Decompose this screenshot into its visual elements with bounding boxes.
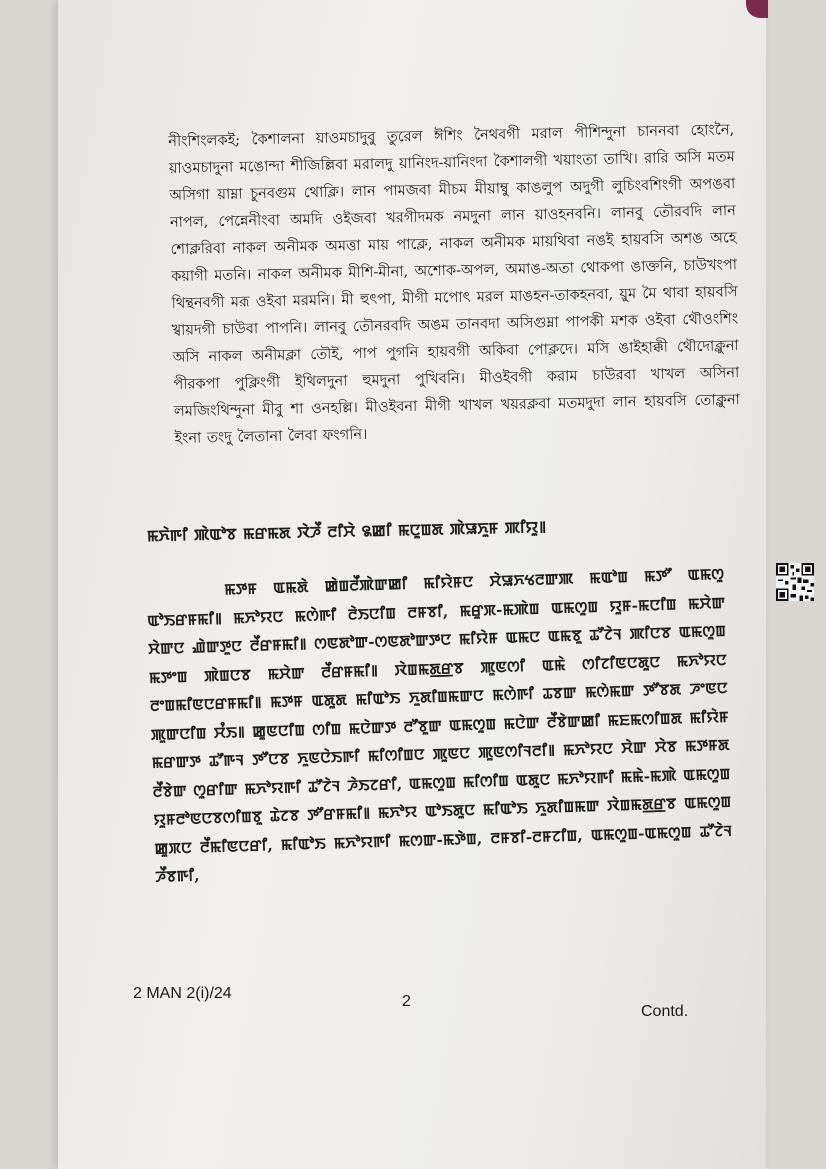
qr-code-icon [776,563,814,601]
section-heading: ꯃꯈꯥꯒꯤ ꯄꯥꯑꯣꯕ ꯃꯔꯃꯗ ꯋꯥꯍꯩ ꯂꯤꯆꯥ ꯲ꯀꯤ ꯃꯅꯨꯡꯗ ꯄꯥꯎꯈꯨꯝ ꯄꯤꯌꯨ꯫ [146,517,547,546]
body-paragraph-meitei: ꯃꯇꯝ ꯑꯃꯗꯥ ꯀꯥꯡꯂꯩꯄꯥꯛꯀꯤ ꯃꯤꯌꯥꯝꯅ ꯆꯥꯎꯈꯠꯂꯛꯄ ꯃꯑꯣꯡ ꯃꯇꯧ ꯑꯃꯁꯨ ꯑꯣꯏꯔꯝꯃꯤ꯫ ꯃꯈꯣꯌꯅ ꯃꯁꯥꯒꯤ ꯂꯥꯏꯅꯤꯡ ꯂꯝꯕꯤ, ꯃꯔꯨꯞ-ꯃꯄꯥꯡ ꯑꯃꯁꯨꯡ ꯌꯨꯝ-ꯃꯅꯤꯡ ꯃꯆꯥꯛ ꯆꯥꯛꯅ ꯉꯥꯛꯇꯨꯅ ꯂꯩꯔꯝꯃꯤ꯫ ꯁꯟꯗꯣꯛ-ꯁꯟꯗꯣꯛꯇꯅ ꯃꯤꯌꯥꯝ ꯑꯃꯅ ꯑꯃꯕꯨ ꯊꯧꯖꯥꯜ ꯄꯤꯅꯕ ꯑꯃꯁꯨꯡ ꯃꯇꯦꯡ ꯄꯥꯡꯅꯕ ꯃꯆꯥꯛ ꯂꯩꯔꯝꯃꯤ꯫ ꯋꯥꯡꯃꯗ꯭ꯔꯕ ꯄꯨꯟꯁꯤ ꯑꯃꯥ ꯁꯤꯖꯤꯟꯅꯗꯨꯅ ꯃꯈꯣꯌꯅ ꯂꯦꯡꯃꯤꯟꯅꯔꯝꯃꯤ꯫ ꯃꯇꯝ ꯑꯗꯨꯗ ꯃꯤꯑꯣꯏ ꯈꯨꯗꯤꯡꯃꯛꯅ ꯃꯁꯥꯒꯤ ꯊꯕꯛ ꯃꯁꯥꯃꯛ ꯇꯧꯕꯗ ꯍꯦꯟꯅ ꯄꯨꯛꯅꯤꯡ ꯆꯪꯏ꯫ ꯀꯨꯟꯅꯤꯡ ꯁꯤꯡ ꯃꯅꯥꯛꯇ ꯂꯧꯕꯨꯛ ꯑꯃꯁꯨꯡ ꯃꯅꯥꯛ ꯂꯩꯕꯥꯛꯀꯤ ꯃꯐꯃꯁꯤꯡꯗ ꯃꯤꯌꯥꯝ ꯃꯔꯛꯇ ꯊꯧꯒꯜ ꯇꯧꯅꯕ ꯈꯨꯟꯅꯥꯏꯒꯤ ꯃꯤꯁꯤꯡꯅ ꯄꯨꯟꯅ ꯄꯨꯟꯁꯤꯜꯂꯤ꯫ ꯃꯈꯣꯌꯅ ꯆꯥꯛ ꯆꯥꯕ ꯃꯇꯝꯗ ꯂꯩꯕꯥꯛ ꯁꯨꯔꯤꯛ ꯃꯈꯣꯌꯒꯤ ꯊꯧꯖꯥꯜ ꯍꯥꯏꯖꯔꯤ, ꯑꯃꯁꯨꯡ ꯃꯤꯁꯤꯡ ꯑꯗꯨꯅ ꯃꯈꯣꯌꯒꯤ ꯃꯃꯥ-ꯃꯄꯥ ꯑꯃꯁꯨꯡ ꯌꯨꯝꯂꯣꯟꯅꯕꯁꯤꯡꯕꯨ ꯊꯥꯖꯕ ꯇꯧꯔꯝꯃꯤ꯫ ꯃꯈꯣꯌ ꯑꯣꯏꯗꯨꯅ ꯃꯤꯑꯣꯏ ꯈꯨꯗꯤꯡꯃꯛ ꯋꯥꯡꯃꯗ꯭ꯔꯕ ꯑꯃꯁꯨꯡ ꯀꯨꯞꯅ ꯂꯩꯃꯤꯟꯅꯔꯤ, ꯃꯤꯑꯣꯏ ꯃꯈꯣꯌꯒꯤ ꯃꯁꯛ-ꯃꯇꯥꯡ, ꯂꯝꯕꯤ-ꯂꯝꯖꯤꯡ, ꯑꯃꯁꯨꯡ-ꯑꯃꯁꯨꯡ ꯊꯧꯖꯥꯜ ꯍꯩꯕꯒꯤ, [147,564,733,886]
body-paragraph-bengali: নীংশিংলকই; কৈশালনা য়াওমচাদুবু তুরেল ঈশিং নৈথবগী মরাল পীশিন্দুনা চাননবা হোংনৈ, য়াওমচাদুনা মঙোন্দা শীজিল্লিবা মরালদু য়ানিংদ-য়ানিংদা কৈশালগী খয়াংতা তাখি। রারি অসি মতম অসিগা য়াম্না চুনবগুম থোক্লি। লান পামজবা মীচম মীয়াম্বু কাঙলুপ অদুগী লুচিংবশিংগী অপঙবা নাপল, পেন্নেনীংবা অমদি ওইজবা খরগীদমক নমদুনা লান য়াওহনবনি। লানবু তৌরবদি লান শোক্লরিবা নাকল অনীমক অমত্তা মায় পাক্লে, নাকল অনীমক মায়থিবা নঙই হায়বসি অশঙ অহে কয়াগী মতনি। নাকল অনীমক মীশি-মীনা, অশোক-অপল, অমাঙ-অতা থোকপা ঙাক্তনি, চাউখংপা থিন্থনবগী মরূ ওইবা মরমনি। মী হুৎপা, মীগী মপোৎ মরল মাঙহন-তাকহনবা, য়ুম মৈ থাবা হায়বসি খ্বায়দগী চাউবা পাপনি। লানবু তৌনরবদি অঙম তানবদা অসিগুম্না পাপকী মশক ওইবা থৌওংশিং অসি নাকল অনীমক্লা তৌই, পাপ পুগনি হায়বগী অকিবা পোক্লদে। মসি ঙাইহাক্কী থৌদোক্লুনা পীরকপা পুক্লিংগী ইথিলদুনা হুমদুনা পুখিবনি। মীওইবগী করাম চাউরবা খাখল অসিনা লমজিংথিন্দুনা মীবু শা ওনহল্লি। মীওইবনা মীগী খাখল খয়রক্লবা মতমদুদা লান হায়বসি তোক্লুনা ইংনা তংদু লৈতানা লৈবা ফংগনি। [168,121,740,447]
page-number: 2 [402,993,411,1010]
continued-label: Contd. [641,1003,689,1020]
exam-paper-code: 2 MAN 2(i)/24 [133,985,232,1002]
